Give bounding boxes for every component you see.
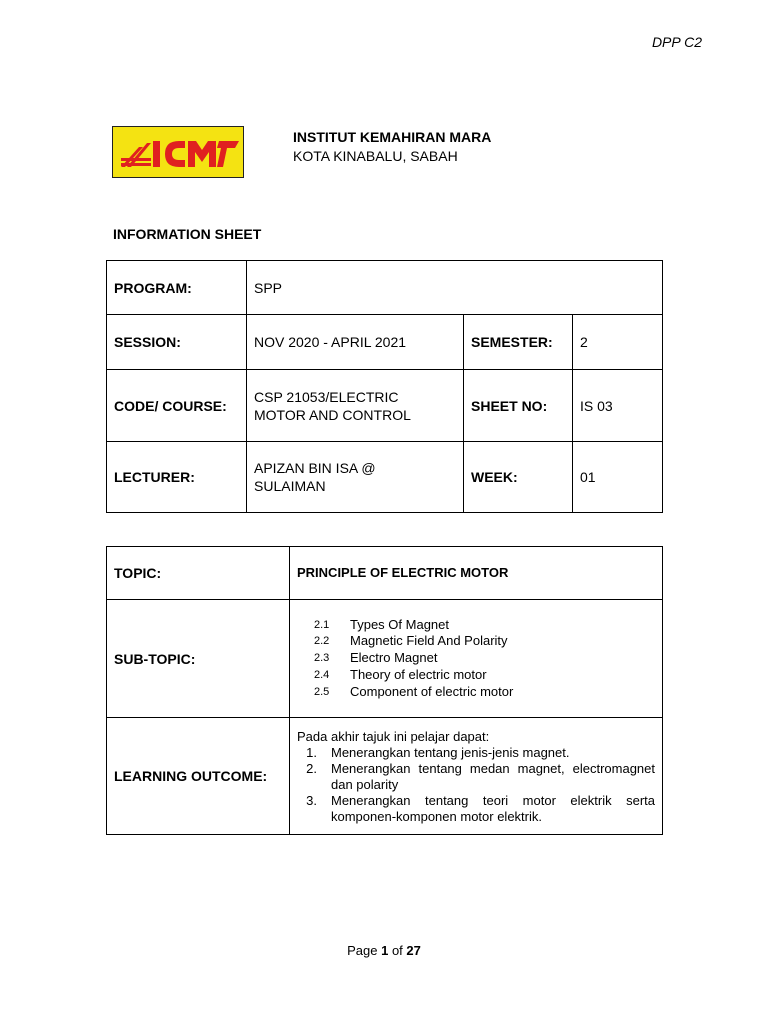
page-footer <box>0 943 768 958</box>
subtopic-text: Electro Magnet <box>350 650 438 666</box>
subtopic-number: 2.3 <box>314 652 330 665</box>
code-course-value <box>247 370 464 442</box>
subtopic-label: SUB-TOPIC: <box>107 600 290 718</box>
week-value: 01 <box>573 442 663 513</box>
subtopic-list <box>314 617 655 701</box>
list-item <box>314 667 655 684</box>
course-info-table <box>106 260 663 513</box>
topic-label: TOPIC: <box>107 547 290 600</box>
code-course-line1: CSP 21053/ELECTRIC <box>254 388 399 405</box>
subtopic-cell <box>290 600 663 718</box>
list-item <box>297 745 655 761</box>
session-label: SESSION: <box>107 315 247 370</box>
lecturer-row <box>107 442 663 513</box>
lecturer-value <box>247 442 464 513</box>
list-item <box>314 684 655 701</box>
subtopic-text: Theory of electric motor <box>350 666 487 682</box>
page-number: 1 <box>381 943 389 958</box>
institute-location: KOTA KINABALU, SABAH <box>293 148 458 164</box>
learning-outcome-row <box>107 718 663 835</box>
outcome-text: Menerangkan tentang teori motor elektrik serta komponen-komponen motor elektrik. <box>331 793 655 824</box>
outcome-number: 2. <box>306 761 317 776</box>
subtopic-text: Magnetic Field And Polarity <box>350 633 508 649</box>
lecturer-line1: APIZAN BIN ISA @ <box>254 460 376 476</box>
code-course-line2: MOTOR AND CONTROL <box>254 406 411 423</box>
program-row <box>107 261 663 315</box>
subtopic-text: Component of electric motor <box>350 683 514 699</box>
subtopic-number: 2.5 <box>314 685 330 698</box>
institute-block <box>293 128 491 166</box>
topic-value: PRINCIPLE OF ELECTRIC MOTOR <box>290 547 663 600</box>
program-label: PROGRAM: <box>107 261 247 315</box>
lecturer-label: LECTURER: <box>107 442 247 513</box>
subtopic-number: 2.4 <box>314 668 330 681</box>
outcome-text: Menerangkan tentang medan magnet, electromagnet dan polarity <box>331 761 655 792</box>
list-item <box>314 650 655 667</box>
list-item <box>314 617 655 634</box>
subtopic-number: 2.1 <box>314 618 330 631</box>
program-value: SPP <box>247 261 663 315</box>
topic-table <box>106 546 663 835</box>
list-item <box>314 633 655 650</box>
outcome-text: Menerangkan tentang jenis-jenis magnet. <box>331 745 570 760</box>
list-item <box>297 761 655 793</box>
page-total: 27 <box>406 943 421 958</box>
of-word: of <box>391 943 403 958</box>
session-value: NOV 2020 - APRIL 2021 <box>247 315 464 370</box>
subtopic-text: Types Of Magnet <box>350 616 449 632</box>
list-item <box>297 793 655 825</box>
sheet-no-label: SHEET NO: <box>464 370 573 442</box>
logo-graphic <box>113 127 245 179</box>
learning-outcome-intro: Pada akhir tajuk ini pelajar dapat: <box>297 729 490 744</box>
session-row <box>107 315 663 370</box>
outcome-number: 1. <box>306 745 317 760</box>
lecturer-line2: SULAIMAN <box>254 478 326 494</box>
outcome-number: 3. <box>306 793 317 808</box>
learning-outcome-list <box>297 745 655 825</box>
sheet-no-value: IS 03 <box>573 370 663 442</box>
course-row <box>107 370 663 442</box>
learning-outcome-cell <box>290 718 663 835</box>
institute-name: INSTITUT KEMAHIRAN MARA <box>293 129 492 145</box>
code-course-label: CODE/ COURSE: <box>107 370 247 442</box>
subtopic-number: 2.2 <box>314 635 330 648</box>
subtopic-row <box>107 600 663 718</box>
sheet-title: INFORMATION SHEET <box>113 226 262 242</box>
semester-value: 2 <box>573 315 663 370</box>
document-code: DPP C2 <box>651 34 702 50</box>
ikm-logo <box>112 126 244 178</box>
topic-row <box>107 547 663 600</box>
page-word: Page <box>347 943 378 958</box>
learning-outcome-label: LEARNING OUTCOME: <box>107 718 290 835</box>
semester-label: SEMESTER: <box>464 315 573 370</box>
week-label: WEEK: <box>464 442 573 513</box>
